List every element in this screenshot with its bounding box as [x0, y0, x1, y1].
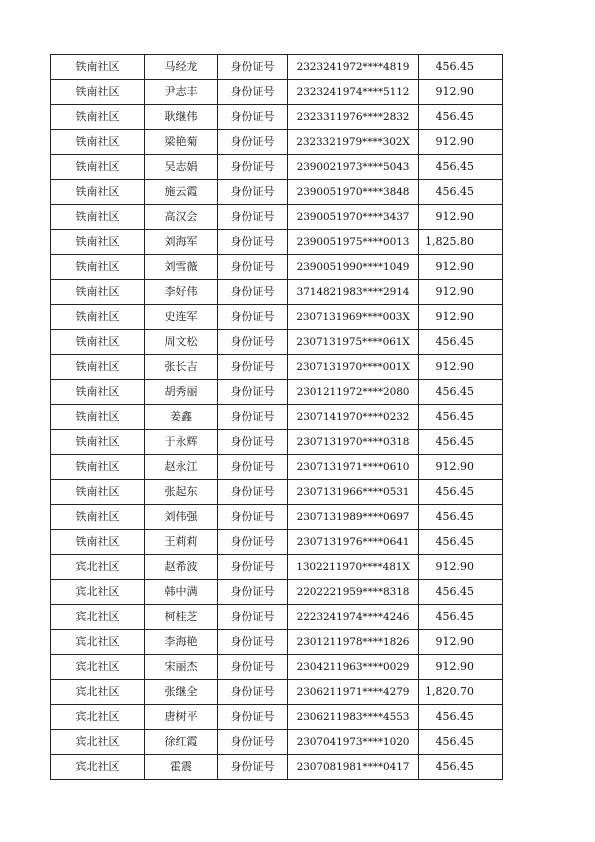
community-cell: 铁南社区	[51, 330, 145, 355]
name-cell: 韩中满	[145, 580, 218, 605]
table-row	[51, 530, 503, 555]
id-number-cell: 2390051970****3437	[288, 205, 419, 230]
id-number-cell: 2304211963****0029	[288, 655, 419, 680]
id-number-cell: 2307131970****0318	[288, 430, 419, 455]
id-number-cell: 2390051975****0013	[288, 230, 419, 255]
id-type-cell: 身份证号	[218, 130, 288, 155]
id-type-cell: 身份证号	[218, 680, 288, 705]
amount-cell: 456.45	[419, 105, 503, 130]
id-number-cell: 2390021973****5043	[288, 155, 419, 180]
amount-cell: 912.90	[419, 355, 503, 380]
id-type-cell: 身份证号	[218, 80, 288, 105]
id-type-cell: 身份证号	[218, 155, 288, 180]
community-cell: 铁南社区	[51, 55, 145, 80]
id-number-cell: 3714821983****2914	[288, 280, 419, 305]
id-type-cell: 身份证号	[218, 230, 288, 255]
id-number-cell: 1302211970****481X	[288, 555, 419, 580]
table-row	[51, 455, 503, 480]
table-row	[51, 130, 503, 155]
name-cell: 徐红霞	[145, 730, 218, 755]
name-cell: 周文松	[145, 330, 218, 355]
community-cell: 铁南社区	[51, 305, 145, 330]
table-row	[51, 405, 503, 430]
community-cell: 铁南社区	[51, 105, 145, 130]
id-number-cell: 2301211978****1826	[288, 630, 419, 655]
community-cell: 铁南社区	[51, 530, 145, 555]
amount-cell: 456.45	[419, 155, 503, 180]
table-row	[51, 180, 503, 205]
amount-cell: 456.45	[419, 580, 503, 605]
community-cell: 铁南社区	[51, 205, 145, 230]
community-cell: 铁南社区	[51, 155, 145, 180]
table-row	[51, 305, 503, 330]
amount-cell: 456.45	[419, 330, 503, 355]
amount-cell: 912.90	[419, 255, 503, 280]
id-type-cell: 身份证号	[218, 380, 288, 405]
table-row	[51, 605, 503, 630]
name-cell: 刘伟强	[145, 505, 218, 530]
community-cell: 铁南社区	[51, 80, 145, 105]
id-number-cell: 2306211983****4553	[288, 705, 419, 730]
table-row	[51, 480, 503, 505]
id-type-cell: 身份证号	[218, 205, 288, 230]
community-cell: 宾北社区	[51, 580, 145, 605]
id-type-cell: 身份证号	[218, 530, 288, 555]
id-type-cell: 身份证号	[218, 630, 288, 655]
id-type-cell: 身份证号	[218, 430, 288, 455]
name-cell: 吴志娟	[145, 155, 218, 180]
table-row	[51, 755, 503, 780]
roster-table-body	[51, 55, 503, 780]
community-cell: 铁南社区	[51, 355, 145, 380]
id-number-cell: 2202221959****8318	[288, 580, 419, 605]
id-number-cell: 2307141970****0232	[288, 405, 419, 430]
amount-cell: 912.90	[419, 80, 503, 105]
name-cell: 赵永江	[145, 455, 218, 480]
table-row	[51, 680, 503, 705]
amount-cell: 1,820.70	[419, 680, 503, 705]
community-cell: 铁南社区	[51, 230, 145, 255]
amount-cell: 456.45	[419, 705, 503, 730]
id-number-cell: 2307131975****061X	[288, 330, 419, 355]
id-number-cell: 2307131989****0697	[288, 505, 419, 530]
amount-cell: 1,825.80	[419, 230, 503, 255]
id-number-cell: 2307131970****001X	[288, 355, 419, 380]
id-number-cell: 2307081981****0417	[288, 755, 419, 780]
id-type-cell: 身份证号	[218, 755, 288, 780]
id-type-cell: 身份证号	[218, 580, 288, 605]
name-cell: 张起东	[145, 480, 218, 505]
table-row	[51, 205, 503, 230]
table-row	[51, 630, 503, 655]
id-type-cell: 身份证号	[218, 305, 288, 330]
name-cell: 张继全	[145, 680, 218, 705]
name-cell: 姜鑫	[145, 405, 218, 430]
id-number-cell: 2306211971****4279	[288, 680, 419, 705]
roster-table-container	[50, 54, 502, 780]
amount-cell: 912.90	[419, 205, 503, 230]
community-cell: 铁南社区	[51, 130, 145, 155]
name-cell: 刘雪薇	[145, 255, 218, 280]
roster-table	[50, 54, 503, 780]
amount-cell: 456.45	[419, 530, 503, 555]
community-cell: 铁南社区	[51, 430, 145, 455]
name-cell: 耿继伟	[145, 105, 218, 130]
amount-cell: 456.45	[419, 505, 503, 530]
id-type-cell: 身份证号	[218, 180, 288, 205]
id-number-cell: 2323241974****5112	[288, 80, 419, 105]
id-type-cell: 身份证号	[218, 555, 288, 580]
name-cell: 刘海军	[145, 230, 218, 255]
community-cell: 宾北社区	[51, 705, 145, 730]
name-cell: 柯桂芝	[145, 605, 218, 630]
name-cell: 马经龙	[145, 55, 218, 80]
id-type-cell: 身份证号	[218, 330, 288, 355]
id-number-cell: 2390051990****1049	[288, 255, 419, 280]
name-cell: 尹志丰	[145, 80, 218, 105]
community-cell: 铁南社区	[51, 505, 145, 530]
name-cell: 李海艳	[145, 630, 218, 655]
name-cell: 高汉会	[145, 205, 218, 230]
id-number-cell: 2301211972****2080	[288, 380, 419, 405]
id-type-cell: 身份证号	[218, 505, 288, 530]
name-cell: 梁艳菊	[145, 130, 218, 155]
name-cell: 宋丽杰	[145, 655, 218, 680]
community-cell: 宾北社区	[51, 755, 145, 780]
id-number-cell: 2307041973****1020	[288, 730, 419, 755]
name-cell: 史连军	[145, 305, 218, 330]
amount-cell: 912.90	[419, 455, 503, 480]
table-row	[51, 580, 503, 605]
community-cell: 铁南社区	[51, 280, 145, 305]
name-cell: 霍震	[145, 755, 218, 780]
id-number-cell: 2390051970****3848	[288, 180, 419, 205]
name-cell: 于永辉	[145, 430, 218, 455]
id-number-cell: 2307131971****0610	[288, 455, 419, 480]
amount-cell: 456.45	[419, 480, 503, 505]
id-type-cell: 身份证号	[218, 55, 288, 80]
community-cell: 铁南社区	[51, 180, 145, 205]
id-type-cell: 身份证号	[218, 605, 288, 630]
id-type-cell: 身份证号	[218, 280, 288, 305]
table-row	[51, 705, 503, 730]
id-type-cell: 身份证号	[218, 480, 288, 505]
community-cell: 宾北社区	[51, 680, 145, 705]
id-type-cell: 身份证号	[218, 355, 288, 380]
community-cell: 宾北社区	[51, 655, 145, 680]
community-cell: 铁南社区	[51, 405, 145, 430]
id-number-cell: 2307131976****0641	[288, 530, 419, 555]
table-row	[51, 355, 503, 380]
table-row	[51, 280, 503, 305]
name-cell: 胡秀丽	[145, 380, 218, 405]
community-cell: 宾北社区	[51, 555, 145, 580]
amount-cell: 456.45	[419, 730, 503, 755]
amount-cell: 456.45	[419, 55, 503, 80]
community-cell: 宾北社区	[51, 605, 145, 630]
amount-cell: 912.90	[419, 655, 503, 680]
table-row	[51, 655, 503, 680]
table-row	[51, 505, 503, 530]
id-type-cell: 身份证号	[218, 655, 288, 680]
id-number-cell: 2307131969****003X	[288, 305, 419, 330]
table-row	[51, 555, 503, 580]
id-number-cell: 2323321979****302X	[288, 130, 419, 155]
table-row	[51, 255, 503, 280]
amount-cell: 912.90	[419, 130, 503, 155]
table-row	[51, 105, 503, 130]
name-cell: 张长吉	[145, 355, 218, 380]
table-row	[51, 80, 503, 105]
name-cell: 王莉莉	[145, 530, 218, 555]
amount-cell: 456.45	[419, 380, 503, 405]
id-number-cell: 2223241974****4246	[288, 605, 419, 630]
community-cell: 宾北社区	[51, 630, 145, 655]
amount-cell: 456.45	[419, 605, 503, 630]
community-cell: 铁南社区	[51, 455, 145, 480]
name-cell: 赵希波	[145, 555, 218, 580]
id-number-cell: 2323241972****4819	[288, 55, 419, 80]
table-row	[51, 730, 503, 755]
name-cell: 李好伟	[145, 280, 218, 305]
id-type-cell: 身份证号	[218, 705, 288, 730]
amount-cell: 456.45	[419, 180, 503, 205]
community-cell: 铁南社区	[51, 480, 145, 505]
amount-cell: 456.45	[419, 430, 503, 455]
id-number-cell: 2307131966****0531	[288, 480, 419, 505]
amount-cell: 912.90	[419, 555, 503, 580]
id-type-cell: 身份证号	[218, 255, 288, 280]
name-cell: 施云霞	[145, 180, 218, 205]
id-number-cell: 2323311976****2832	[288, 105, 419, 130]
table-row	[51, 430, 503, 455]
amount-cell: 456.45	[419, 755, 503, 780]
table-row	[51, 380, 503, 405]
amount-cell: 456.45	[419, 405, 503, 430]
id-type-cell: 身份证号	[218, 405, 288, 430]
id-type-cell: 身份证号	[218, 730, 288, 755]
id-type-cell: 身份证号	[218, 455, 288, 480]
table-row	[51, 155, 503, 180]
name-cell: 唐树平	[145, 705, 218, 730]
table-row	[51, 330, 503, 355]
community-cell: 铁南社区	[51, 255, 145, 280]
id-type-cell: 身份证号	[218, 105, 288, 130]
table-row	[51, 230, 503, 255]
amount-cell: 912.90	[419, 630, 503, 655]
community-cell: 铁南社区	[51, 380, 145, 405]
table-row	[51, 55, 503, 80]
amount-cell: 912.90	[419, 280, 503, 305]
amount-cell: 912.90	[419, 305, 503, 330]
community-cell: 宾北社区	[51, 730, 145, 755]
